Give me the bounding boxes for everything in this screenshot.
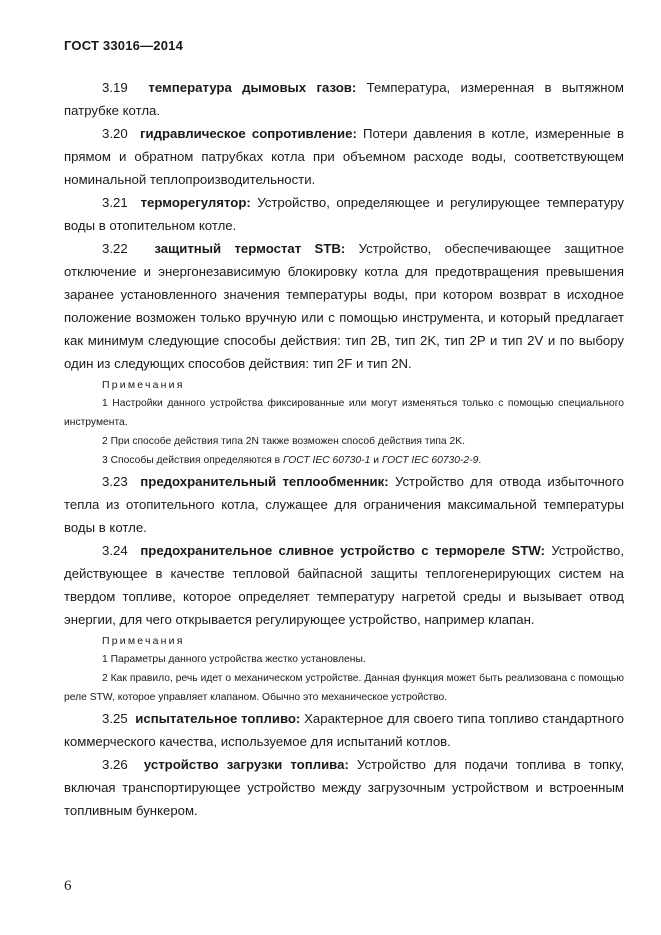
section-number: 3.21 <box>102 195 128 210</box>
section-number: 3.19 <box>102 80 128 95</box>
definition-3-20 <box>64 122 624 191</box>
notes-heading: Примечания <box>102 379 185 391</box>
definition-3-25 <box>64 707 624 753</box>
standard-reference: ГОСТ IEC 60730-2-9 <box>381 455 479 466</box>
term: испытательное топливо: <box>135 711 301 726</box>
term: защитный термостат STB: <box>154 241 346 256</box>
page-header-standard-title: ГОСТ 33016—2014 <box>64 38 183 53</box>
definition-3-19 <box>64 76 624 122</box>
section-number: 3.25 <box>102 711 128 726</box>
definition-text: Устройство для подачи топлива в топку, включая транспортирующее устройство между загрузочным устройством и встроенным топливным бункером. <box>64 757 624 818</box>
term: терморегулятор: <box>140 195 251 210</box>
section-number: 3.22 <box>102 241 128 256</box>
definition-text: Характерное для своего типа топливо стандартного коммерческого качества, используемое для испытаний котлов. <box>64 711 625 749</box>
definition-text: Устройство для отвода избыточного тепла из отопительного котла, служащее для ограничения максимальной температуры воды в котле. <box>64 474 624 535</box>
definition-text: Температура, измеренная в вытяжном патрубке котла. <box>64 80 624 118</box>
definition-3-21 <box>64 191 624 237</box>
note-item: 2 Как правило, речь идет о механическом устройстве. Данная функция может быть реализована с помощью реле STW, которое управляет клапаном. Обычно это механическое устройство. <box>64 673 624 703</box>
definition-3-24 <box>64 539 624 631</box>
term: температура дымовых газов: <box>148 80 357 95</box>
term: предохранительное сливное устройство с термореле STW: <box>140 543 545 558</box>
definition-text: Устройство, обеспечивающее защитное отключение и энергонезависимую блокировку котла для предотвращения превышения заранее установленного значения температуры воды, при котором возврат в исходное положение возможен только вручную или с помощью инструмента, и который предлагает как минимум следующие способы действия: тип 2B, тип 2K, тип 2P и тип 2V и по выбору один из следующих способов действия: тип 2F и тип 2N. <box>64 241 625 371</box>
note-text: 3 Способы действия определяются в <box>102 455 284 466</box>
note-item: 1 Параметры данного устройства жестко установлены. <box>102 654 366 665</box>
note-item: 1 Настройки данного устройства фиксированные или могут изменяться только с помощью специального инструмента. <box>64 398 624 428</box>
term: предохранительный теплообменник: <box>140 474 389 489</box>
term: устройство загрузки топлива: <box>143 757 349 772</box>
page-number: 6 <box>64 878 72 894</box>
definition-3-22 <box>64 237 624 375</box>
term: гидравлическое сопротивление: <box>139 126 357 141</box>
notes-heading: Примечания <box>102 635 185 647</box>
note-text: . <box>478 455 482 466</box>
section-number: 3.26 <box>102 757 128 772</box>
definition-3-23 <box>64 470 624 539</box>
section-number: 3.23 <box>102 474 128 489</box>
standard-reference: ГОСТ IEC 60730-1 <box>283 455 371 466</box>
definition-text: Устройство, определяющее и регулирующее температуру воды в отопительном котле. <box>64 195 625 233</box>
section-number: 3.24 <box>102 543 128 558</box>
note-item: 2 При способе действия типа 2N также возможен способ действия типа 2K. <box>102 436 465 447</box>
definition-text: Потери давления в котле, измеренные в прямом и обратном патрубках котла при объемном расходе воды, соответствующем номинальной теплопроизводительности. <box>64 126 625 187</box>
document-body <box>64 76 624 822</box>
note-item <box>64 451 624 470</box>
section-number: 3.20 <box>102 126 128 141</box>
definition-text: Устройство, действующее в качестве тепловой байпасной защиты теплогенерирующих систем на твердом топливе, которое определяет температуру нагретой среды и вызывает отвод энергии, для чего открывается регулирующее устройство, например клапан. <box>64 543 624 627</box>
note-text: и <box>370 455 382 466</box>
definition-3-26 <box>64 753 624 822</box>
